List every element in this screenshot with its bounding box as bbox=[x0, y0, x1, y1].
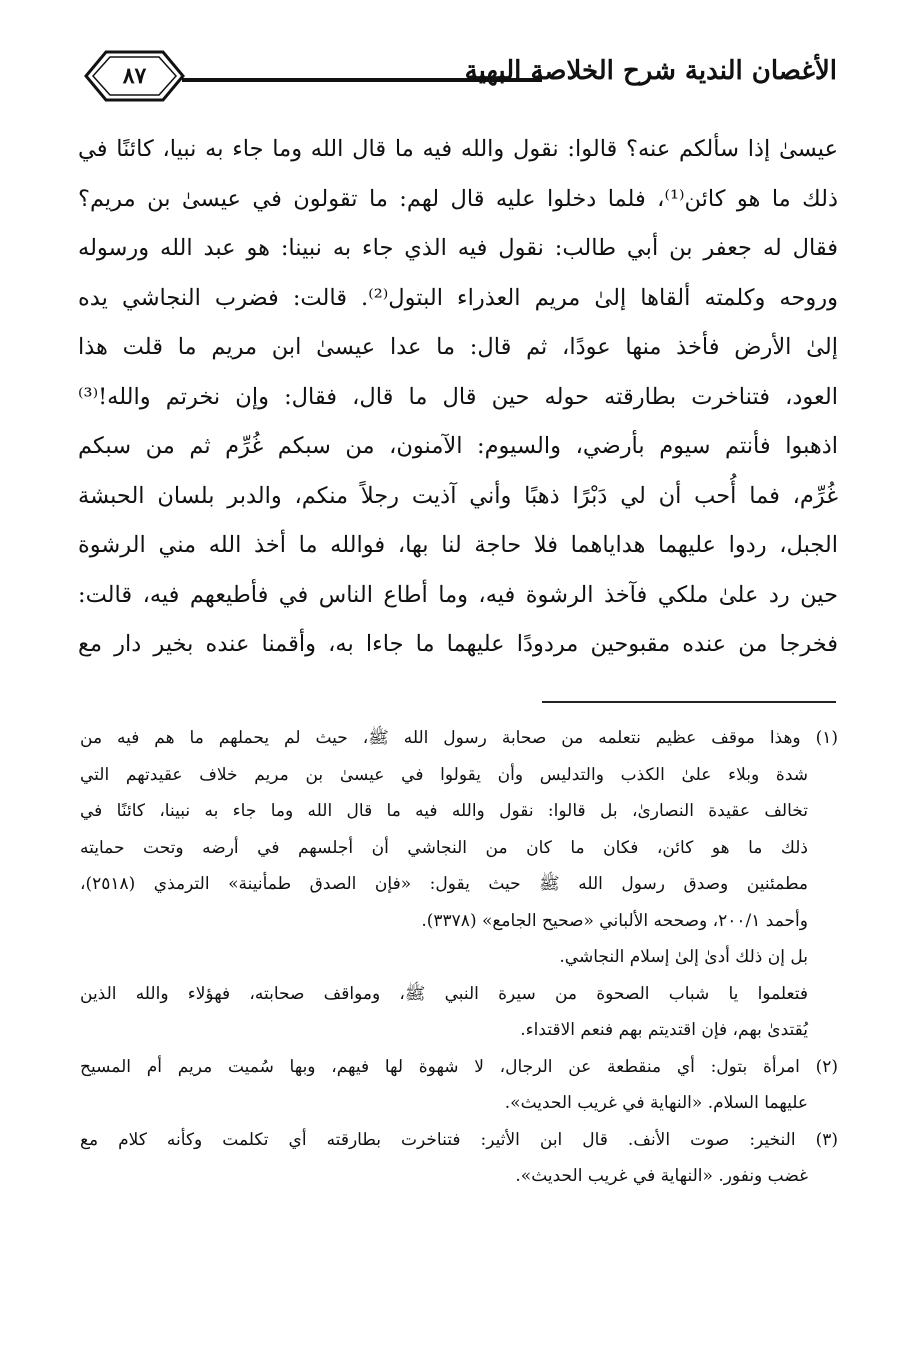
text-line: غُرِّم، فما أُحب أن لي دَبْرًا ذهبًا وأني آذيت رجلاً منكم، والدبر بلسان الحبشة bbox=[78, 482, 838, 509]
footnote-line: غضب ونفور. «النهاية في غريب الحديث». bbox=[515, 1166, 808, 1186]
footnote-line: وأحمد ٢٠٠/١، وصححه الألباني «صحيح الجامع» (٣٣٧٨). bbox=[421, 910, 808, 931]
footnote-line: (١) وهذا موقف عظيم نتعلمه من صحابة رسول الله ﷺ، حيث لم يحملهم ما هم فيه من bbox=[80, 728, 838, 748]
footnote-line: فتعلموا يا شباب الصحوة من سيرة النبي ﷺ، ومواقف صحابته، فهؤلاء والله الذين bbox=[80, 983, 808, 1004]
footnote-1 bbox=[80, 720, 838, 1049]
text-line: اذهبوا فأنتم سيوم بأرضي، والسيوم: الآمنون، من سبكم غُرِّم ثم من سبكم bbox=[78, 433, 838, 459]
page-number: ٨٧ bbox=[122, 63, 147, 89]
text-line: وروحه وكلمته ألقاها إلىٰ مريم العذراء البتول⁽²⁾. قالت: فضرب النجاشي يده bbox=[78, 284, 838, 311]
footnote-line: (٣) النخير: صوت الأنف. قال ابن الأثير: فتناخرت بطارقته أي تكلمت وكأنه كلام مع bbox=[80, 1129, 838, 1150]
footnote-line: عليهما السلام. «النهاية في غريب الحديث». bbox=[504, 1093, 808, 1113]
footnote-2 bbox=[80, 1049, 838, 1122]
footnotes bbox=[80, 720, 838, 1195]
text-line: العود، فتناخرت بطارقته حوله حين قال ما قال، فقال: وإن نخرتم والله!⁽³⁾ bbox=[78, 383, 838, 410]
book-title: الأغصان الندية شرح الخلاصة البهية bbox=[464, 56, 837, 86]
text-line: فقال له جعفر بن أبي طالب: نقول فيه الذي جاء به نبينا: هو عبد الله ورسوله bbox=[78, 235, 838, 261]
footnote-line: شدة وبلاء علىٰ الكذب والتدليس وأن يقولوا في عيسىٰ بن مريم خلاف عقيدتهم التي bbox=[80, 764, 809, 785]
footnote-line: تخالف عقيدة النصارىٰ، بل قالوا: نقول والله فيه ما قال الله وما جاء به نبينا، كائنًا في bbox=[80, 801, 808, 821]
footnote-line: بل إن ذلك أدىٰ إلىٰ إسلام النجاشي. bbox=[559, 947, 808, 967]
footnote-line: مطمئنين وصدق رسول الله ﷺ حيث يقول: «فإن الصدق طمأنينة» الترمذي (٢٥١٨)، bbox=[80, 874, 808, 894]
main-text bbox=[78, 125, 838, 670]
text-line: الجبل، ردوا عليهما هداياهما فلا حاجة لنا بها، فوالله ما أخذ الله مني الرشوة bbox=[78, 532, 838, 558]
text-line: عيسىٰ إذا سألكم عنه؟ قالوا: نقول والله فيه ما قال الله وما جاء به نبيا، كائنًا في bbox=[78, 136, 838, 162]
running-header bbox=[82, 48, 837, 108]
page-number-badge bbox=[82, 48, 187, 104]
footnote-line: يُقتدىٰ بهم، فإن اقتديتم بهم فنعم الاقتداء. bbox=[520, 1020, 808, 1040]
text-line: إلىٰ الأرض فأخذ منها عودًا، ثم قال: ما عدا عيسىٰ ابن مريم ما قلت هذا bbox=[78, 334, 838, 360]
text-line: حين رد علىٰ ملكي فآخذ الرشوة فيه، وما أطاع الناس في فأطيعهم فيه، قالت: bbox=[78, 581, 838, 608]
text-line: فخرجا من عنده مقبوحين مردودًا عليهما ما جاءا به، وأقمنا عنده بخير دار مع bbox=[78, 631, 838, 657]
footnote-line: ذلك ما هو كائن، فكان ما كان من النجاشي أن أجلسهم في أرضه وتحت حمايته bbox=[80, 837, 808, 858]
text-line: ذلك ما هو كائن⁽¹⁾، فلما دخلوا عليه قال لهم: ما تقولون في عيسىٰ بن مريم؟ bbox=[78, 185, 838, 212]
footnote-3 bbox=[80, 1122, 838, 1195]
footnote-separator bbox=[542, 701, 836, 703]
footnote-line: (٢) امرأة بتول: أي منقطعة عن الرجال، لا شهوة لها فيهم، وبها سُميت مريم أم المسيح bbox=[80, 1056, 838, 1077]
